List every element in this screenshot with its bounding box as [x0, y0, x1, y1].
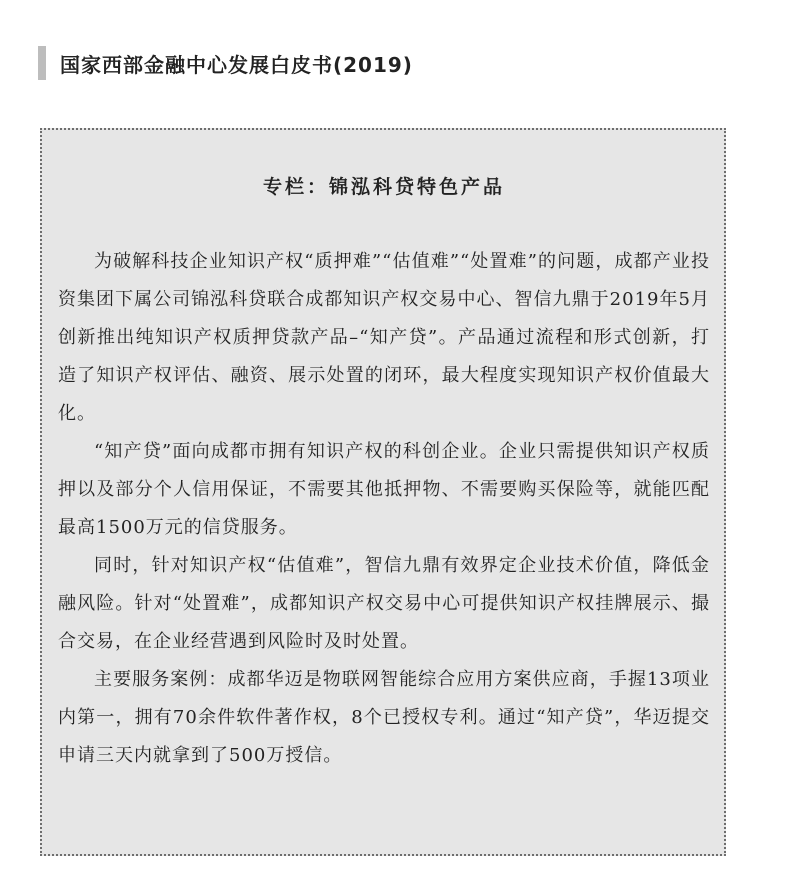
sidebar-column-box — [40, 128, 726, 856]
paragraph-service-case: 主要服务案例：成都华迈是物联网智能综合应用方案供应商，手握13项业内第一，拥有70余件软件著作权，8个已授权专利。通过“知产贷”，华迈提交申请三天内就拿到了500万授信。 — [58, 669, 710, 766]
column-title: 专栏：锦泓科贷特色产品 — [262, 176, 505, 198]
paragraph-target-enterprises: “知产贷”面向成都市拥有知识产权的科创企业。企业只需提供知识产权质押以及部分个人信用保证，不需要其他抵押物、不需要购买保险等，就能匹配最高1500万元的信贷服务。 — [58, 441, 710, 538]
page-header — [38, 46, 413, 80]
paragraph-intro: 为破解科技企业知识产权“质押难”“估值难”“处置难”的问题，成都产业投资集团下属公司锦泓科贷联合成都知识产权交易中心、智信九鼎于2019年5月创新推出纯知识产权质押贷款产品–“知产贷”。产品通过流程和形式创新，打造了知识产权评估、融资、展示处置的闭环，最大程度实现知识产权价值最大化。 — [58, 251, 710, 424]
header-accent-bar — [38, 46, 46, 80]
paragraph-valuation-disposal: 同时，针对知识产权“估值难”，智信九鼎有效界定企业技术价值，降低金融风险。针对“处置难”，成都知识产权交易中心可提供知识产权挂牌展示、撮合交易，在企业经营遇到风险时及时处置。 — [58, 555, 710, 652]
document-title: 国家西部金融中心发展白皮书(2019) — [60, 52, 413, 77]
